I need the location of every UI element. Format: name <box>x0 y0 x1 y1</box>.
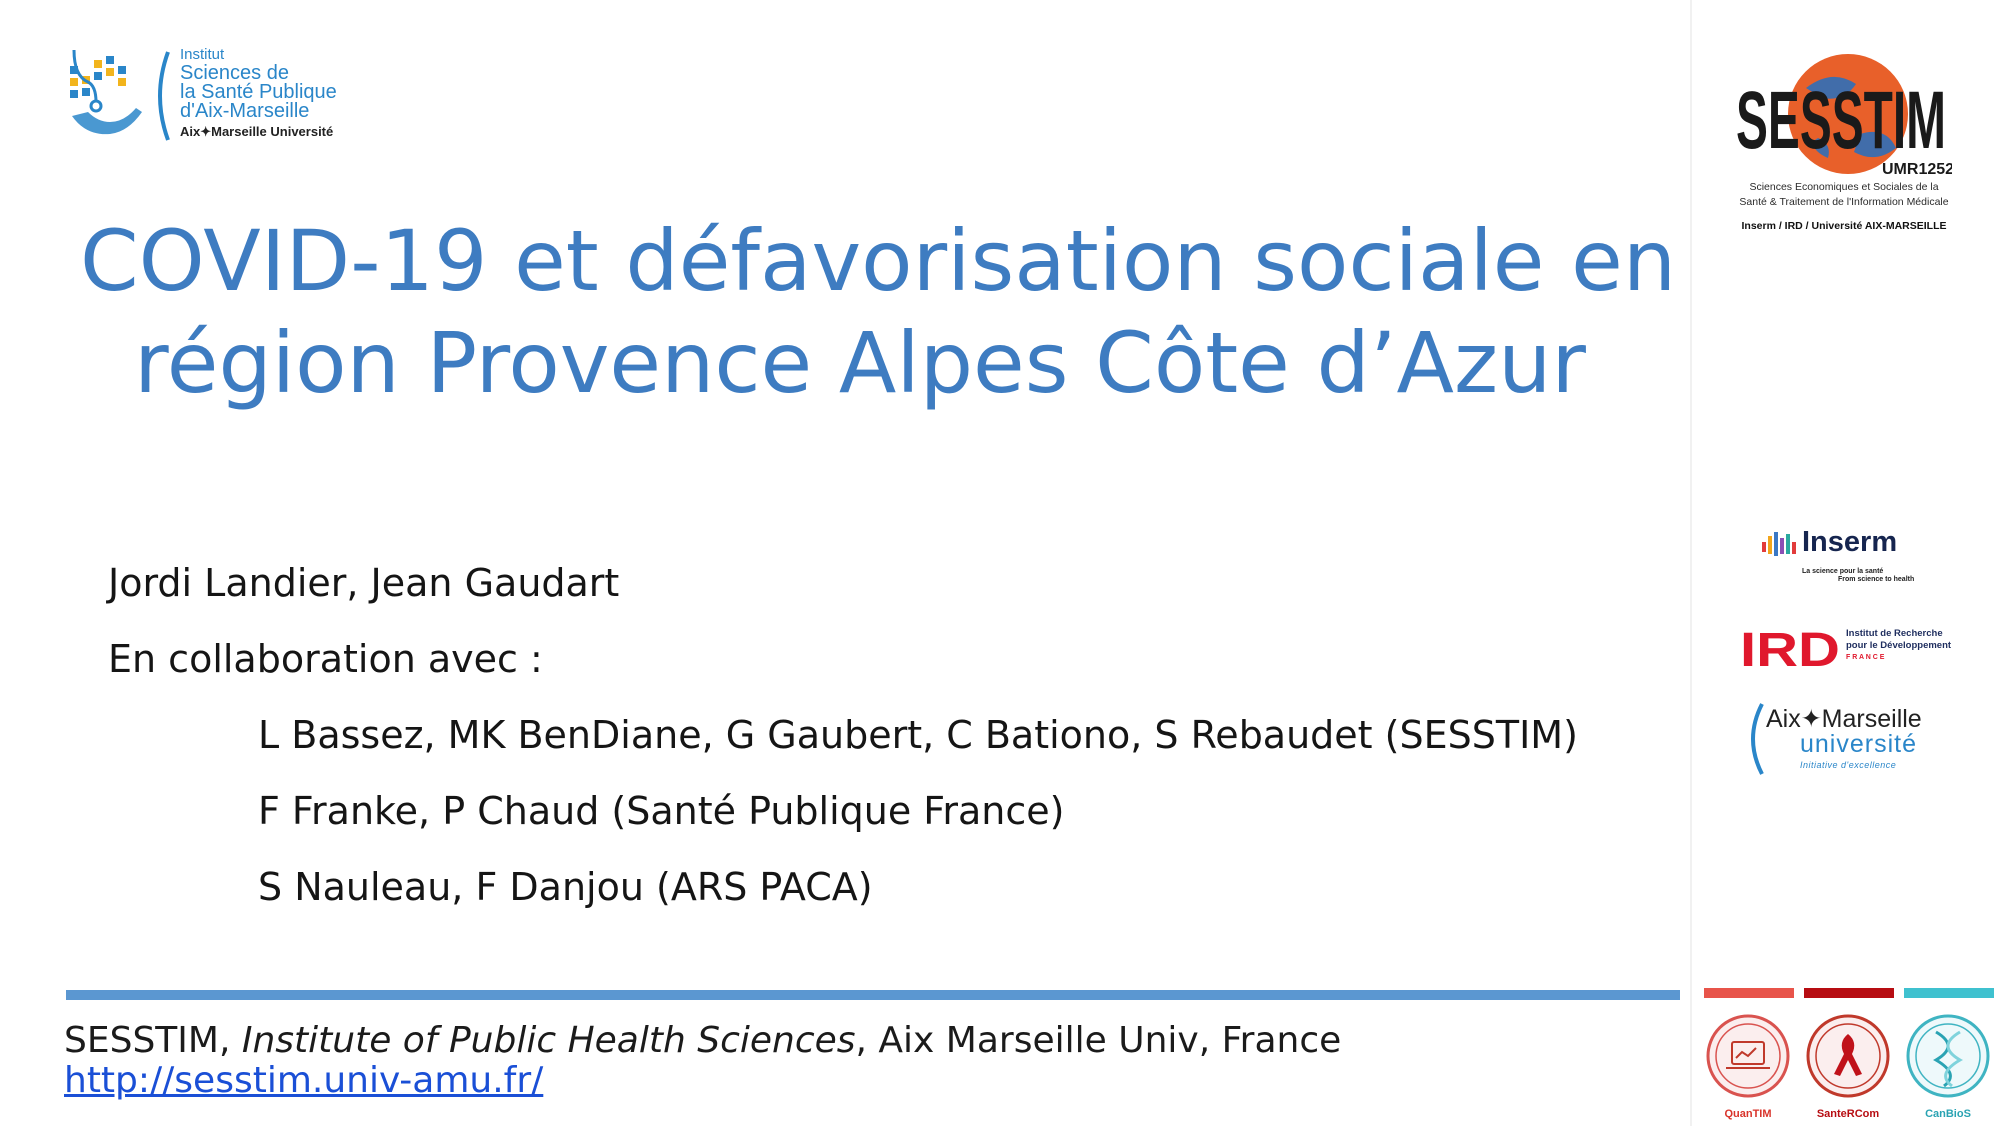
team-canbios-label: CanBioS <box>1925 1108 1971 1120</box>
team-santercom <box>1804 988 1896 1120</box>
ird-line-3: F R A N C E <box>1846 654 1885 661</box>
amu-line-2: université <box>1800 730 1917 758</box>
institute-logo-line2: Sciences de <box>180 62 289 84</box>
team-canbios <box>1904 988 1996 1120</box>
team-santercom-bar <box>1804 988 1894 998</box>
institute-logo-line4: d'Aix-Marseille <box>180 100 310 122</box>
ird-logo <box>1740 622 1960 674</box>
team-santercom-label: SanteRCom <box>1816 1108 1880 1120</box>
team-canbios-bar <box>1904 988 1994 998</box>
institute-logo-line1: Institut <box>180 46 225 63</box>
public-health-icon <box>66 46 146 142</box>
sesstim-logo <box>1736 48 1952 238</box>
footer-affiliation <box>64 1020 1341 1062</box>
inserm-tagline-2: From science to health <box>1838 576 1915 583</box>
institute-logo <box>66 46 366 146</box>
sesstim-subtitle-1: Sciences Economiques et Sociales de la <box>1749 181 1939 193</box>
red-ribbon-icon <box>1804 1012 1892 1100</box>
footer-org: SESSTIM, <box>64 1020 242 1061</box>
collaborator-line-3: S Nauleau, F Danjou (ARS PACA) <box>258 865 873 909</box>
team-quantim-bar <box>1704 988 1794 998</box>
sesstim-globe-icon <box>1736 48 1952 178</box>
institute-logo-line3: la Santé Publique <box>180 81 337 103</box>
title-line-1: COVID-19 et défavorisation sociale en <box>80 212 1677 310</box>
institute-bracket-icon <box>150 50 170 142</box>
main-authors: Jordi Landier, Jean Gaudart <box>108 561 620 605</box>
collaborator-line-1: L Bassez, MK BenDiane, G Gaubert, C Bationo, S Rebaudet (SESSTIM) <box>258 713 1578 757</box>
collaboration-label: En collaboration avec : <box>108 637 543 681</box>
footer-rest: , Aix Marseille Univ, France <box>855 1020 1342 1061</box>
inserm-logo <box>1760 526 1940 590</box>
ird-mark-text: IRD <box>1740 624 1840 672</box>
dna-icon <box>1904 1012 1992 1100</box>
collaborator-line-2: F Franke, P Chaud (Santé Publique France) <box>258 789 1065 833</box>
footer-institute: Institute of Public Health Sciences <box>241 1020 856 1061</box>
ird-line-1: Institut de Recherche <box>1846 628 1943 639</box>
ird-mark-icon <box>1740 622 1844 672</box>
ird-line-2: pour le Développement <box>1846 640 1952 651</box>
amu-logo <box>1742 702 1942 776</box>
footer-divider <box>66 990 1680 1000</box>
inserm-tagline-1: La science pour la santé <box>1802 568 1884 575</box>
sesstim-wordmark: SESSTIM <box>1736 75 1946 166</box>
ird-text <box>1846 628 1951 664</box>
sesstim-umr: UMR1252 <box>1882 161 1952 178</box>
inserm-bars-icon <box>1762 532 1798 562</box>
sesstim-affiliation: Inserm / IRD / Université AIX-MARSEILLE <box>1741 220 1947 232</box>
sesstim-website-link[interactable]: http://sesstim.univ-amu.fr/ <box>64 1060 544 1101</box>
sesstim-subtitle <box>1738 180 1950 210</box>
team-quantim <box>1704 988 1796 1120</box>
amu-line-1: Aix✦Marseille <box>1766 705 1922 733</box>
amu-line-3: Initiative d'excellence <box>1800 760 1897 770</box>
inserm-name: Inserm <box>1802 526 1898 558</box>
team-quantim-label: QuanTIM <box>1724 1108 1772 1120</box>
sidebar-divider <box>1690 0 1692 1126</box>
institute-logo-line5: Aix✦Marseille Université <box>180 124 334 139</box>
inserm-tagline <box>1802 568 1922 584</box>
title-line-2: région Provence Alpes Côte d’Azur <box>134 314 1586 412</box>
amu-bracket-icon <box>1742 702 1764 776</box>
quantim-icon <box>1704 1012 1792 1100</box>
slide-title <box>80 210 1677 414</box>
sesstim-subtitle-2: Santé & Traitement de l'Information Médicale <box>1739 196 1949 208</box>
